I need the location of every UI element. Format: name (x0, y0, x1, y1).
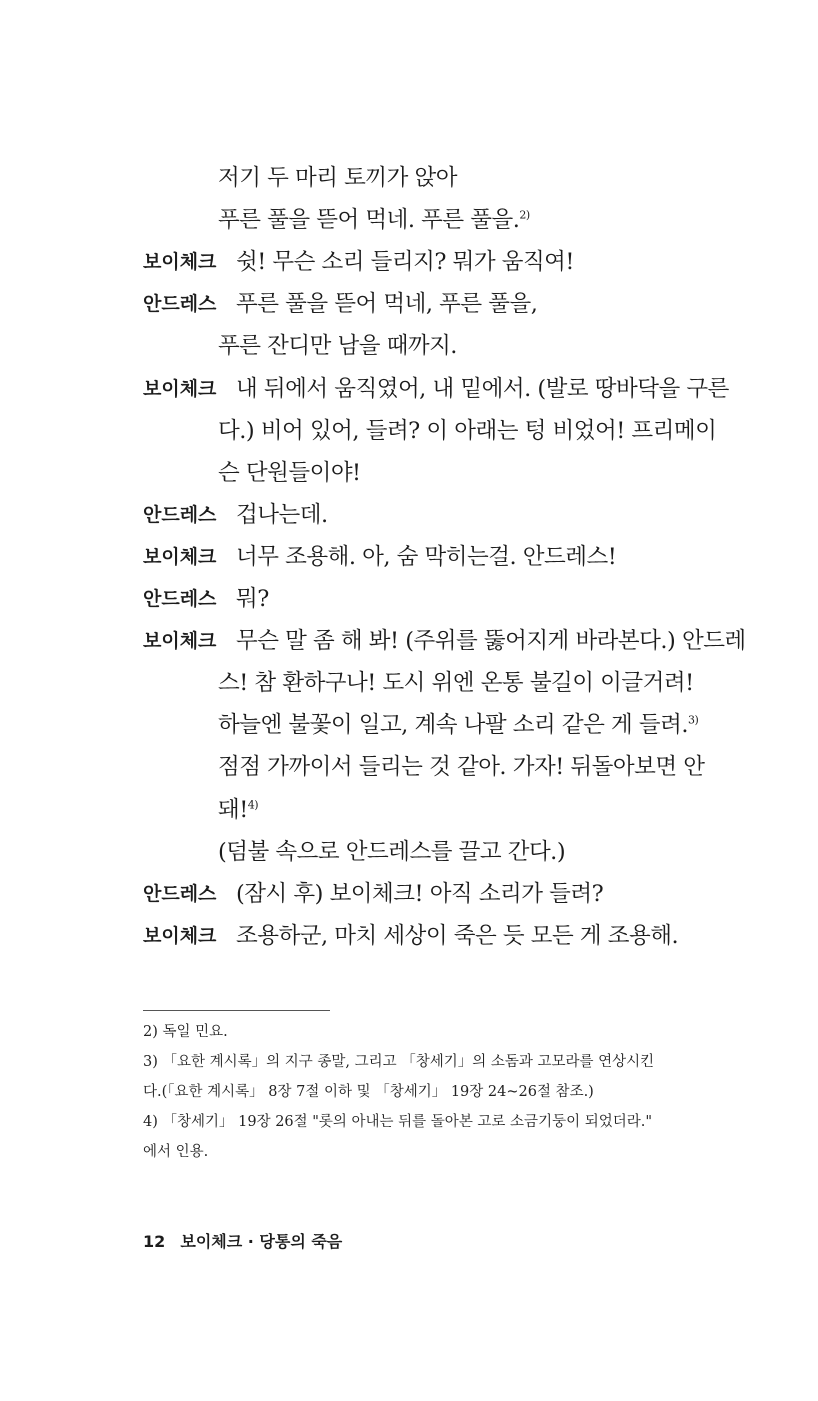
dialogue-text (218, 410, 716, 452)
footnote-marker: 2) (519, 208, 530, 222)
dialogue-text (236, 620, 746, 662)
footnote-line: 다.(「요한 계시록」 8장 7절 이하 및 「창세기」 19장 24~26절 참조.) (143, 1084, 594, 1100)
speaker-name: 안드레스 (143, 882, 217, 905)
dialogue-text (218, 452, 361, 494)
book-title: 보이체크 · 당통의 죽음 (180, 1232, 343, 1251)
dialogue-line (0, 368, 818, 410)
dialogue-line (0, 915, 818, 957)
dialogue-text-body: 저기 두 마리 토끼가 앉아 (218, 165, 457, 191)
dialogue-line (0, 620, 818, 662)
dialogue-text-body: 푸른 풀을 뜯어 먹네. 푸른 풀을. (218, 207, 520, 234)
footnote-divider (143, 1010, 330, 1011)
page-number: 12 (143, 1232, 166, 1251)
dialogue-line (0, 746, 818, 788)
dialogue-text (218, 325, 457, 367)
dialogue-text (236, 915, 678, 957)
dialogue-text-body: 슨 단원들이야! (218, 459, 361, 486)
dialogue-text-body: 너무 조용해. 아, 숨 막히는걸. 안드레스! (236, 543, 617, 570)
dialogue-text (236, 578, 269, 620)
dialogue-line (0, 241, 818, 283)
dialogue-text-body: 무슨 말 좀 해 봐! (주위를 뚫어지게 바라본다.) 안드레 (236, 628, 746, 655)
speaker-name: 보이체크 (143, 545, 217, 568)
dialogue-text-body: 겁나는데. (236, 501, 328, 528)
dialogue-text (236, 241, 574, 283)
dialogue-text-body: 스! 참 환하구나! 도시 위엔 온통 불길이 이글거려! (218, 670, 694, 697)
dialogue-line (0, 536, 818, 578)
dialogue-text-body: 푸른 풀을 뜯어 먹네, 푸른 풀을, (236, 291, 538, 318)
dialogue-text (236, 368, 729, 410)
dialogue-text (236, 283, 537, 325)
dialogue-line (0, 873, 818, 915)
dialogue-line (0, 662, 818, 704)
footnote-marker: 3) (688, 713, 699, 727)
speaker-name: 보이체크 (143, 924, 217, 947)
footnote-line: 에서 인용. (143, 1144, 209, 1160)
dialogue-text (218, 704, 698, 746)
speaker-name: 안드레스 (143, 293, 217, 316)
dialogue-text (236, 536, 616, 578)
dialogue-text-body: (잠시 후) 보이체크! 아직 소리가 들려? (236, 880, 604, 907)
dialogue-line (0, 831, 818, 873)
dialogue-text-body: 뭐? (236, 586, 269, 612)
dialogue-text (218, 746, 704, 788)
dialogue-text (218, 789, 258, 831)
dialogue-line (0, 452, 818, 494)
dialogue-text-body: 점점 가까이서 들리는 것 같아. 가자! 뒤돌아보면 안 (218, 754, 705, 781)
speaker-name: 보이체크 (143, 630, 217, 653)
dialogue-line (0, 789, 818, 831)
dialogue-text-body: 돼! (218, 796, 248, 823)
dialogue-text (218, 662, 694, 704)
footnote-line: 3) 「요한 계시록」의 지구 종말, 그리고 「창세기」의 소돔과 고모라를 연상시킨 (143, 1054, 655, 1070)
dialogue-text (236, 494, 328, 536)
dialogue-text (236, 873, 603, 915)
dialogue-text-body: (덤불 속으로 안드레스를 끌고 간다.) (218, 838, 566, 865)
dialogue-line (0, 494, 818, 536)
speaker-name: 안드레스 (143, 503, 217, 526)
dialogue-line (0, 410, 818, 452)
dialogue-text-body: 쉿! 무슨 소리 들리지? 뭐가 움직여! (236, 249, 574, 276)
dialogue-text-body: 조용하군, 마치 세상이 죽은 듯 모든 게 조용해. (236, 922, 679, 949)
dialogue-text-body: 하늘엔 불꽃이 일고, 계속 나팔 소리 같은 게 들려. (218, 712, 688, 739)
dialogue-line (0, 283, 818, 325)
dialogue-text (218, 199, 530, 241)
dialogue-text (218, 831, 565, 873)
dialogue-line (0, 578, 818, 620)
dialogue-line (0, 704, 818, 746)
dialogue-text-body: 다.) 비어 있어, 들려? 이 아래는 텅 비었어! 프리메이 (218, 417, 717, 444)
dialogue-text-body: 푸른 잔디만 남을 때까지. (218, 333, 457, 360)
footnote-line: 4) 「창세기」 19장 26절 "롯의 아내는 뒤를 돌아본 고로 소금기둥이 되었더라." (143, 1114, 653, 1130)
dialogue-text-body: 내 뒤에서 움직였어, 내 밑에서. (발로 땅바닥을 구른 (236, 375, 729, 402)
dialogue-text (218, 157, 457, 199)
dialogue-line (0, 199, 818, 241)
footnote-line: 2) 독일 민요. (143, 1024, 228, 1040)
footnote-marker: 4) (247, 798, 259, 811)
speaker-name: 안드레스 (143, 588, 217, 610)
page-footer (143, 1232, 342, 1252)
speaker-name: 보이체크 (143, 377, 217, 400)
speaker-name: 보이체크 (143, 251, 217, 274)
dialogue-line (0, 157, 818, 199)
dialogue-line (0, 325, 818, 367)
